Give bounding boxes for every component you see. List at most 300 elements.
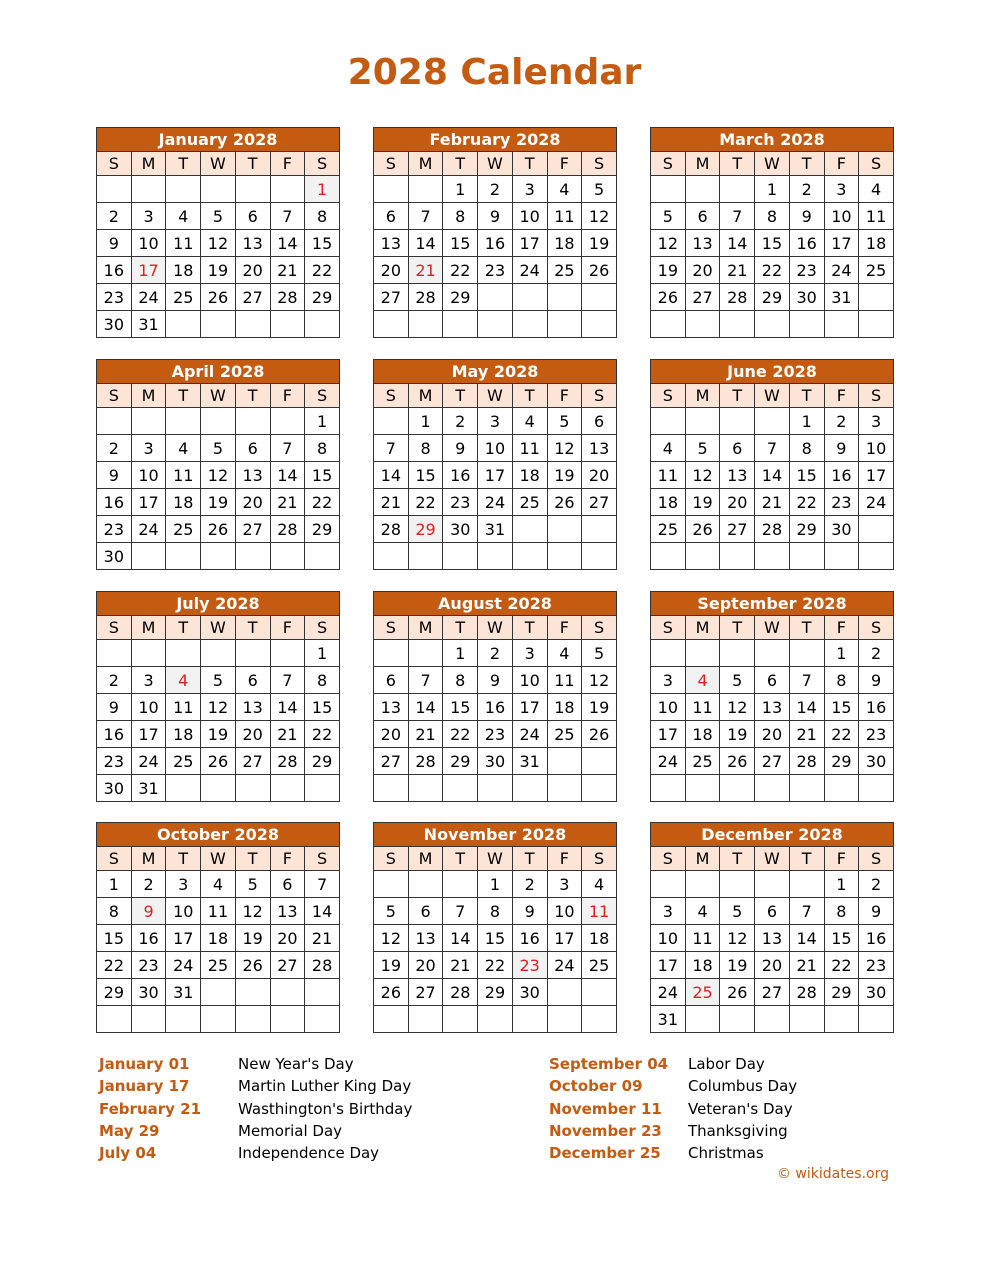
day-cell: 8 (824, 667, 859, 694)
month-title: August 2028 (374, 592, 617, 616)
weekday-header: T (443, 847, 478, 871)
month-calendar (96, 591, 340, 802)
day-cell: 1 (305, 640, 340, 667)
weekday-header: T (720, 847, 755, 871)
day-cell: 17 (131, 489, 166, 516)
empty-cell (685, 408, 720, 435)
empty-cell (582, 748, 617, 775)
day-cell: 2 (97, 667, 132, 694)
day-cell: 29 (443, 748, 478, 775)
day-cell: 15 (408, 462, 443, 489)
empty-cell (789, 311, 824, 338)
weekday-header: S (374, 616, 409, 640)
day-cell: 17 (512, 694, 547, 721)
empty-cell (685, 176, 720, 203)
day-cell: 14 (789, 694, 824, 721)
day-cell: 18 (166, 489, 201, 516)
day-cell: 7 (789, 667, 824, 694)
empty-cell (512, 284, 547, 311)
empty-cell (720, 176, 755, 203)
day-cell: 20 (270, 925, 305, 952)
day-cell: 5 (582, 640, 617, 667)
day-cell: 31 (166, 979, 201, 1006)
weekday-header: W (201, 384, 236, 408)
empty-cell (720, 408, 755, 435)
day-cell: 1 (97, 871, 132, 898)
day-cell: 6 (374, 203, 409, 230)
empty-cell (582, 516, 617, 543)
day-cell: 23 (97, 748, 132, 775)
day-cell: 14 (270, 230, 305, 257)
day-cell: 21 (270, 489, 305, 516)
day-cell: 13 (408, 925, 443, 952)
holiday-day-cell: 23 (512, 952, 547, 979)
day-cell: 26 (201, 516, 236, 543)
day-cell: 27 (235, 284, 270, 311)
day-cell: 25 (859, 257, 894, 284)
day-cell: 11 (201, 898, 236, 925)
day-cell: 12 (720, 694, 755, 721)
day-cell: 17 (547, 925, 582, 952)
empty-cell (408, 775, 443, 802)
day-cell: 24 (131, 284, 166, 311)
day-cell: 10 (651, 694, 686, 721)
page-title: 2028 Calendar (347, 52, 642, 93)
day-cell: 7 (270, 435, 305, 462)
day-cell: 16 (824, 462, 859, 489)
empty-cell (166, 311, 201, 338)
empty-cell (270, 408, 305, 435)
day-cell: 4 (582, 871, 617, 898)
day-cell: 3 (131, 435, 166, 462)
day-cell: 31 (131, 311, 166, 338)
holiday-name: Christmas (688, 1144, 764, 1163)
day-cell: 5 (201, 667, 236, 694)
day-cell: 29 (789, 516, 824, 543)
day-cell: 6 (235, 667, 270, 694)
holiday-date: January 01 (99, 1055, 190, 1073)
empty-cell (824, 311, 859, 338)
weekday-header: T (166, 616, 201, 640)
empty-cell (305, 775, 340, 802)
day-cell: 3 (166, 871, 201, 898)
weekday-header: M (408, 616, 443, 640)
day-cell: 15 (305, 462, 340, 489)
weekday-header: T (512, 384, 547, 408)
day-cell: 26 (201, 748, 236, 775)
day-cell: 18 (512, 462, 547, 489)
weekday-header: S (582, 616, 617, 640)
weekday-header: W (755, 616, 790, 640)
day-cell: 15 (755, 230, 790, 257)
day-cell: 10 (512, 667, 547, 694)
month-calendar (373, 359, 617, 570)
day-cell: 16 (859, 694, 894, 721)
weekday-header: T (789, 616, 824, 640)
day-cell: 21 (408, 721, 443, 748)
day-cell: 17 (824, 230, 859, 257)
day-cell: 28 (374, 516, 409, 543)
empty-cell (235, 408, 270, 435)
empty-cell (547, 979, 582, 1006)
day-cell: 16 (478, 230, 513, 257)
weekday-header: S (305, 384, 340, 408)
day-cell: 29 (824, 979, 859, 1006)
holiday-name: Columbus Day (688, 1077, 798, 1096)
day-cell: 23 (824, 489, 859, 516)
month-title: June 2028 (651, 360, 894, 384)
day-cell: 1 (755, 176, 790, 203)
day-cell: 5 (547, 408, 582, 435)
day-cell: 17 (512, 230, 547, 257)
day-cell: 22 (305, 721, 340, 748)
holiday-date: October 09 (549, 1077, 643, 1096)
day-cell: 29 (824, 748, 859, 775)
day-cell: 23 (789, 257, 824, 284)
day-cell: 27 (582, 489, 617, 516)
empty-cell (789, 543, 824, 570)
weekday-header: S (97, 152, 132, 176)
day-cell: 23 (443, 489, 478, 516)
empty-cell (547, 543, 582, 570)
empty-cell (374, 640, 409, 667)
weekday-header: W (755, 847, 790, 871)
empty-cell (270, 176, 305, 203)
day-cell: 11 (547, 203, 582, 230)
weekday-header: W (201, 847, 236, 871)
day-cell: 27 (235, 516, 270, 543)
weekday-header: M (131, 384, 166, 408)
holiday-name: Independence Day (238, 1144, 380, 1163)
holiday-date: September 04 (549, 1055, 669, 1073)
day-cell: 28 (270, 516, 305, 543)
day-cell: 27 (755, 979, 790, 1006)
day-cell: 2 (443, 408, 478, 435)
day-cell: 14 (305, 898, 340, 925)
holiday-date: November 11 (549, 1099, 662, 1118)
day-cell: 6 (235, 203, 270, 230)
day-cell: 13 (720, 462, 755, 489)
day-cell: 16 (512, 925, 547, 952)
day-cell: 22 (789, 489, 824, 516)
day-cell: 26 (685, 516, 720, 543)
day-cell: 1 (789, 408, 824, 435)
day-cell: 6 (270, 871, 305, 898)
weekday-header: W (201, 616, 236, 640)
empty-cell (166, 775, 201, 802)
day-cell: 12 (235, 898, 270, 925)
weekday-header: W (755, 152, 790, 176)
weekday-header: F (270, 616, 305, 640)
weekday-header: M (408, 384, 443, 408)
holiday-row (99, 1053, 412, 1075)
day-cell: 4 (512, 408, 547, 435)
empty-cell (789, 775, 824, 802)
day-cell: 6 (755, 898, 790, 925)
day-cell: 5 (201, 203, 236, 230)
day-cell: 1 (443, 640, 478, 667)
empty-cell (478, 543, 513, 570)
empty-cell (720, 1006, 755, 1033)
weekday-header: T (720, 616, 755, 640)
day-cell: 18 (166, 257, 201, 284)
day-cell: 28 (443, 979, 478, 1006)
empty-cell (651, 176, 686, 203)
empty-cell (131, 408, 166, 435)
holiday-list-right (549, 1053, 797, 1164)
empty-cell (443, 871, 478, 898)
day-cell: 26 (235, 952, 270, 979)
day-cell: 25 (166, 516, 201, 543)
weekday-header: W (478, 847, 513, 871)
day-cell: 11 (685, 925, 720, 952)
holiday-row (549, 1142, 797, 1164)
day-cell: 9 (824, 435, 859, 462)
weekday-header: F (824, 384, 859, 408)
empty-cell (859, 284, 894, 311)
day-cell: 12 (201, 230, 236, 257)
day-cell: 21 (443, 952, 478, 979)
weekday-header: S (651, 616, 686, 640)
empty-cell (235, 1006, 270, 1033)
month-title: November 2028 (374, 823, 617, 847)
empty-cell (478, 284, 513, 311)
weekday-header: S (97, 384, 132, 408)
weekday-header: S (651, 847, 686, 871)
day-cell: 19 (201, 721, 236, 748)
weekday-header: F (824, 847, 859, 871)
holiday-name: New Year's Day (238, 1055, 354, 1073)
day-cell: 25 (166, 284, 201, 311)
day-cell: 8 (97, 898, 132, 925)
day-cell: 3 (859, 408, 894, 435)
holiday-day-cell: 4 (166, 667, 201, 694)
day-cell: 24 (651, 979, 686, 1006)
day-cell: 20 (235, 489, 270, 516)
day-cell: 21 (270, 721, 305, 748)
weekday-header: T (443, 152, 478, 176)
day-cell: 20 (374, 721, 409, 748)
month-title: March 2028 (651, 128, 894, 152)
day-cell: 19 (235, 925, 270, 952)
day-cell: 8 (408, 435, 443, 462)
empty-cell (443, 311, 478, 338)
day-cell: 13 (270, 898, 305, 925)
day-cell: 9 (443, 435, 478, 462)
holiday-day-cell: 21 (408, 257, 443, 284)
empty-cell (374, 871, 409, 898)
holiday-date: July 04 (99, 1144, 157, 1163)
month-title: October 2028 (97, 823, 340, 847)
day-cell: 17 (166, 925, 201, 952)
day-cell: 13 (755, 925, 790, 952)
day-cell: 19 (720, 952, 755, 979)
weekday-header: M (408, 847, 443, 871)
weekday-header: F (824, 616, 859, 640)
day-cell: 11 (166, 462, 201, 489)
empty-cell (755, 543, 790, 570)
holiday-row (549, 1120, 797, 1142)
empty-cell (166, 408, 201, 435)
day-cell: 24 (131, 748, 166, 775)
empty-cell (859, 1006, 894, 1033)
day-cell: 1 (443, 176, 478, 203)
day-cell: 16 (859, 925, 894, 952)
day-cell: 21 (789, 721, 824, 748)
day-cell: 7 (270, 667, 305, 694)
day-cell: 18 (582, 925, 617, 952)
day-cell: 25 (512, 489, 547, 516)
day-cell: 23 (478, 257, 513, 284)
weekday-header: S (97, 616, 132, 640)
day-cell: 21 (720, 257, 755, 284)
day-cell: 27 (374, 284, 409, 311)
day-cell: 28 (755, 516, 790, 543)
day-cell: 3 (651, 667, 686, 694)
weekday-header: T (789, 152, 824, 176)
day-cell: 10 (166, 898, 201, 925)
day-cell: 10 (651, 925, 686, 952)
day-cell: 25 (201, 952, 236, 979)
day-cell: 12 (374, 925, 409, 952)
day-cell: 16 (478, 694, 513, 721)
day-cell: 15 (443, 694, 478, 721)
day-cell: 22 (305, 257, 340, 284)
day-cell: 9 (97, 230, 132, 257)
day-cell: 30 (97, 311, 132, 338)
day-cell: 16 (131, 925, 166, 952)
empty-cell (97, 408, 132, 435)
day-cell: 15 (97, 925, 132, 952)
day-cell: 12 (201, 694, 236, 721)
day-cell: 11 (166, 694, 201, 721)
day-cell: 5 (582, 176, 617, 203)
holiday-row (549, 1053, 797, 1075)
holiday-day-cell: 11 (582, 898, 617, 925)
day-cell: 16 (97, 489, 132, 516)
weekday-header: S (582, 384, 617, 408)
day-cell: 13 (235, 462, 270, 489)
empty-cell (651, 408, 686, 435)
weekday-header: S (859, 616, 894, 640)
month-calendar (96, 127, 340, 338)
day-cell: 7 (374, 435, 409, 462)
day-cell: 2 (97, 203, 132, 230)
empty-cell (201, 311, 236, 338)
empty-cell (408, 543, 443, 570)
day-cell: 7 (720, 203, 755, 230)
day-cell: 22 (305, 489, 340, 516)
weekday-header: T (720, 384, 755, 408)
holiday-name: Martin Luther King Day (238, 1077, 412, 1096)
credit-link[interactable]: © wikidates.org (776, 1166, 889, 1182)
day-cell: 2 (97, 435, 132, 462)
day-cell: 8 (443, 203, 478, 230)
day-cell: 18 (547, 230, 582, 257)
holiday-row (99, 1142, 412, 1164)
day-cell: 10 (131, 230, 166, 257)
empty-cell (755, 640, 790, 667)
day-cell: 21 (755, 489, 790, 516)
month-title: January 2028 (97, 128, 340, 152)
empty-cell (651, 640, 686, 667)
weekday-header: F (547, 152, 582, 176)
day-cell: 29 (755, 284, 790, 311)
day-cell: 19 (201, 257, 236, 284)
day-cell: 30 (824, 516, 859, 543)
day-cell: 10 (512, 203, 547, 230)
empty-cell (131, 543, 166, 570)
day-cell: 27 (685, 284, 720, 311)
day-cell: 22 (97, 952, 132, 979)
day-cell: 27 (755, 748, 790, 775)
empty-cell (201, 1006, 236, 1033)
day-cell: 19 (582, 230, 617, 257)
day-cell: 2 (131, 871, 166, 898)
empty-cell (201, 640, 236, 667)
day-cell: 31 (131, 775, 166, 802)
day-cell: 14 (443, 925, 478, 952)
day-cell: 15 (789, 462, 824, 489)
day-cell: 19 (201, 489, 236, 516)
holiday-row (99, 1098, 412, 1120)
weekday-header: S (374, 847, 409, 871)
day-cell: 18 (651, 489, 686, 516)
day-cell: 27 (235, 748, 270, 775)
weekday-header: F (824, 152, 859, 176)
day-cell: 6 (408, 898, 443, 925)
day-cell: 3 (512, 640, 547, 667)
holiday-row (99, 1120, 412, 1142)
day-cell: 8 (824, 898, 859, 925)
day-cell: 3 (512, 176, 547, 203)
weekday-header: S (859, 152, 894, 176)
day-cell: 22 (824, 721, 859, 748)
day-cell: 20 (408, 952, 443, 979)
day-cell: 10 (131, 694, 166, 721)
empty-cell (270, 1006, 305, 1033)
day-cell: 28 (408, 748, 443, 775)
day-cell: 5 (201, 435, 236, 462)
weekday-header: T (235, 616, 270, 640)
day-cell: 18 (685, 721, 720, 748)
day-cell: 19 (720, 721, 755, 748)
day-cell: 30 (443, 516, 478, 543)
empty-cell (720, 311, 755, 338)
day-cell: 20 (755, 721, 790, 748)
day-cell: 13 (755, 694, 790, 721)
weekday-header: S (374, 384, 409, 408)
day-cell: 24 (859, 489, 894, 516)
empty-cell (235, 979, 270, 1006)
day-cell: 22 (824, 952, 859, 979)
weekday-header: T (166, 847, 201, 871)
weekday-header: W (201, 152, 236, 176)
holiday-date: December 25 (549, 1144, 661, 1163)
day-cell: 19 (651, 257, 686, 284)
day-cell: 19 (582, 694, 617, 721)
day-cell: 25 (582, 952, 617, 979)
day-cell: 9 (512, 898, 547, 925)
empty-cell (201, 979, 236, 1006)
day-cell: 31 (824, 284, 859, 311)
day-cell: 13 (582, 435, 617, 462)
day-cell: 14 (408, 694, 443, 721)
day-cell: 12 (720, 925, 755, 952)
empty-cell (512, 311, 547, 338)
empty-cell (201, 543, 236, 570)
day-cell: 13 (235, 230, 270, 257)
